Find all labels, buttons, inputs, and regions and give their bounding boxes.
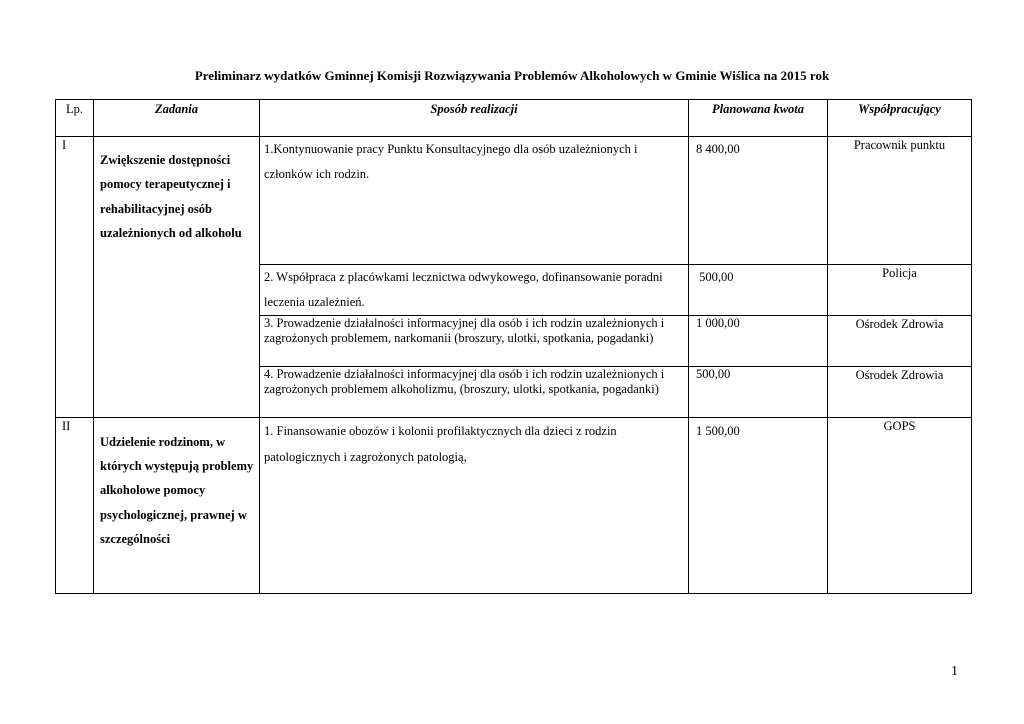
section-1-row-1-amount: 8 400,00 [689,137,828,265]
section-1-row-3-method: 3. Prowadzenie działalności informacyjnej dla osób i ich rodzin uzależnionych i zagrożonych problemem, narkomanii (broszury, ulotki, spotkania, pogadanki) [260,316,689,367]
section-1-row-3-partner: Ośrodek Zdrowia [828,316,972,367]
expense-table [55,99,972,594]
section-1-row-2-amount: 500,00 [689,265,828,316]
section-2-task: Udzielenie rodzinom, w których występują problemy alkoholowe pomocy psychologicznej, prawnej w szczególności [100,435,254,546]
header-method: Sposób realizacji [260,100,689,137]
section-1-row-3-amount: 1 000,00 [689,316,828,367]
section-1-row-4-partner: Ośrodek Zdrowia [828,367,972,418]
section-2-row-1-amount: 1 500,00 [689,418,828,594]
section-1-lp: I [56,137,94,418]
table-row [56,418,972,594]
section-1-row-1-partner: Pracownik punktu [828,137,972,265]
section-1-task-cell [94,137,260,418]
section-2-row-1-method: 1. Finansowanie obozów i kolonii profilaktycznych dla dzieci z rodzin patologicznych i zagrożonych patologią, [260,418,689,594]
section-1-row-2-partner: Policja [828,265,972,316]
header-lp: Lp. [56,100,94,137]
table-row [56,137,972,265]
header-task: Zadania [94,100,260,137]
section-1-row-2-method: 2. Współpraca z placówkami lecznictwa odwykowego, dofinansowanie poradni leczenia uzależnień. [260,265,689,316]
document-title: Preliminarz wydatków Gminnej Komisji Rozwiązywania Problemów Alkoholowych w Gminie Wiślica na 2015 rok [194,68,830,83]
section-1-row-4-amount: 500,00 [689,367,828,418]
section-2-row-1-partner: GOPS [828,418,972,594]
header-amount: Planowana kwota [689,100,828,137]
section-1-row-1-method: 1.Kontynuowanie pracy Punktu Konsultacyjnego dla osób uzależnionych i członków ich rodzin. [260,137,689,265]
table-header-row [56,100,972,137]
section-2-task-cell [94,418,260,594]
section-1-row-4-method: 4. Prowadzenie działalności informacyjnej dla osób i ich rodzin uzależnionych i zagrożonych problemem alkoholizmu, (broszury, ulotki, spotkania, pogadanki) [260,367,689,418]
section-2-lp: II [56,418,94,594]
header-partners: Współpracujący [828,100,972,137]
page-number: 1 [951,664,958,679]
section-1-task: Zwiększenie dostępności pomocy terapeutycznej i rehabilitacyjnej osób uzależnionych od alkoholu [100,153,242,241]
